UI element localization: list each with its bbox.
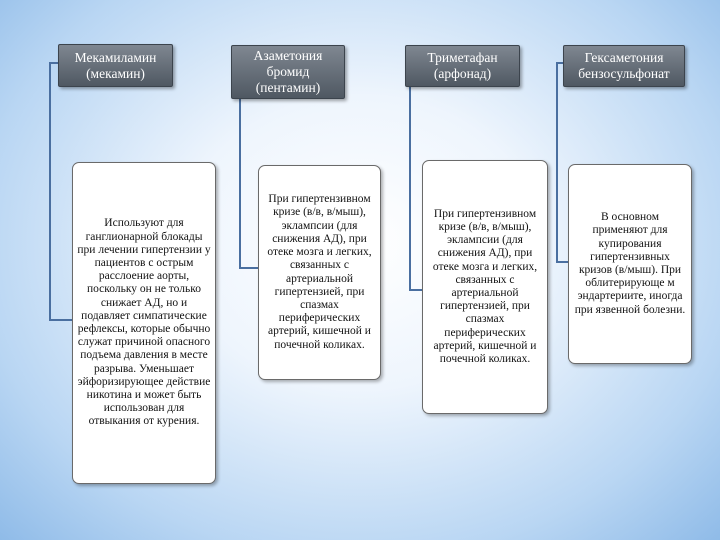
connector-2 [231, 70, 258, 268]
connector-3 [405, 63, 422, 290]
drug-usage-4-text: В основном применяют для купирования гипертензивных кризов (в/мыш). При облитерирующе м эндартериите, иногда при язвенной болезни. [574, 211, 686, 316]
drug-usage-4 [568, 164, 692, 364]
connector-4 [557, 63, 568, 262]
drug-usage-1-text: Используют для ганглионарной блокады при лечении гипертензии у пациентов с острым расслоение аорты, поскольку он не только снижает АД, но и подавляет симпатические рефлексы, которые обычно служат причиной опасного подъема давления в месте разрыва. Уменьшает эйфоризирующее действие никотина и может быть использован для отвыкания от курения. [77, 217, 211, 428]
drug-usage-2 [258, 165, 381, 380]
drug-title-1-text: Мекамиламин (мекамин) [74, 49, 157, 81]
drug-title-1 [58, 44, 173, 87]
connector-1 [50, 63, 72, 320]
drug-usage-3-text: При гипертензивном кризе (в/в, в/мыш), эклампсии (для снижения АД), при отеке мозга и легких, связанных с артериальной гипертензией, при спазмах периферических артерий, кишечной и почечной коликах. [432, 207, 538, 366]
drug-title-2-text: Азаметония бромид (пентамин) [253, 48, 323, 95]
drug-title-4 [563, 45, 685, 87]
drug-title-3 [405, 45, 520, 87]
drug-title-3-text: Триметафан (арфонад) [427, 50, 498, 81]
drug-title-2 [231, 45, 345, 99]
drug-title-4-text: Гексаметония бензосульфонат [578, 50, 670, 81]
drug-usage-2-text: При гипертензивном кризе (в/в, в/мыш), эклампсии (для снижения АД), при отеке мозга и легких, связанных с артериальной гипертензией, при спазмах периферических артерий, кишечной и почечной коликах. [267, 193, 372, 351]
drug-usage-3 [422, 160, 548, 414]
drug-usage-1 [72, 162, 216, 484]
